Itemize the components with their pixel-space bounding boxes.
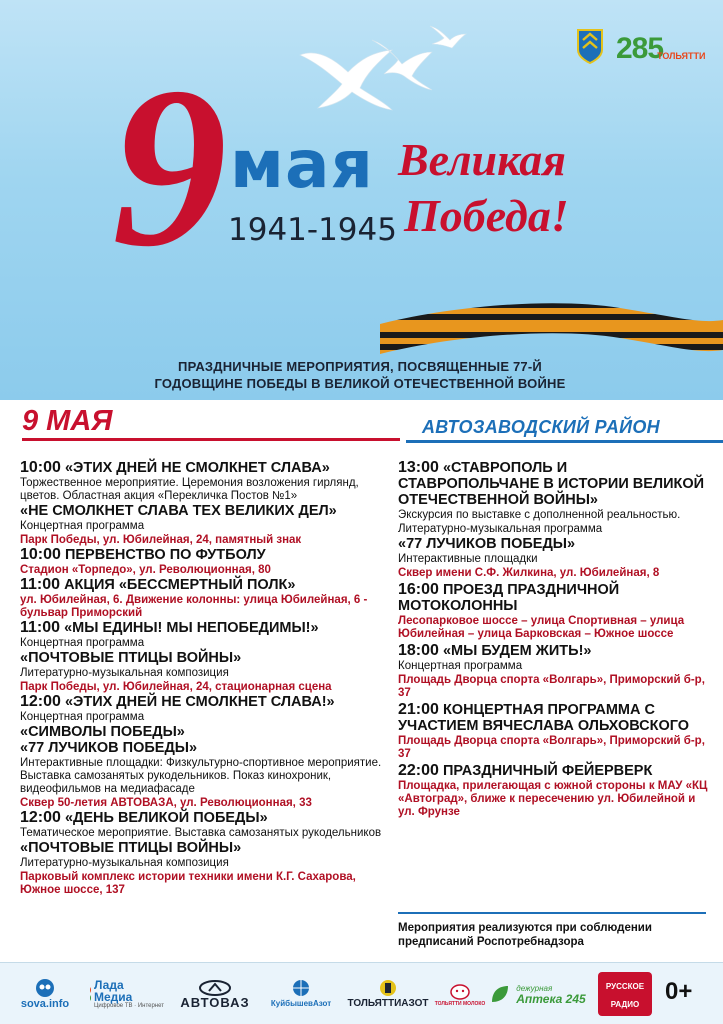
- lada-media-logo: Лада Медиа Цифровое ТВ · Интернет: [88, 971, 164, 1017]
- anniversary-number: 285: [616, 32, 664, 65]
- event-title: «77 ЛУЧИКОВ ПОБЕДЫ»: [398, 536, 576, 552]
- district-name: АВТОЗАВОДСКИЙ РАЙОН: [422, 417, 660, 437]
- cow-icon: [449, 981, 471, 1001]
- event-time: 10:00: [20, 459, 61, 476]
- sponsors-footer: [0, 962, 723, 1024]
- event-item: [398, 523, 710, 580]
- event-description: Концертная программа: [398, 660, 523, 672]
- event-place: Площадь Дворца спорта «Волгарь», Приморский б-р, 37: [398, 674, 705, 699]
- apteka-logo: дежурная Аптека 245: [484, 971, 590, 1017]
- event-item: [20, 810, 394, 840]
- event-place: Парк Победы, ул. Юбилейная, 24, стационарная сцена: [20, 681, 332, 693]
- event-place: Площадь Дворца спорта «Волгарь», Приморский б-р, 37: [398, 735, 705, 760]
- events-left-column: [20, 460, 394, 897]
- event-item: [20, 547, 394, 577]
- moloko-logo: ТОЛЬЯТТИ МОЛОКО: [440, 971, 480, 1017]
- event-item: [20, 694, 394, 724]
- event-item: [20, 460, 394, 503]
- city-emblem-icon: [576, 28, 604, 64]
- event-place: Парковый комплекс истории техники имени К.Г. Сахарова, Южное шоссе, 137: [20, 871, 356, 896]
- event-item: [20, 503, 394, 547]
- note-divider: [398, 912, 706, 914]
- cranes-illustration: [0, 0, 723, 140]
- month-word: мая: [230, 126, 374, 203]
- event-title: «СТАВРОПОЛЬ И СТАВРОПОЛЬЧАНЕ В ИСТОРИИ ВЕЛИКОЙ ОТЕЧЕСТВЕННОЙ ВОЙНЫ»: [398, 460, 705, 508]
- event-place: Лесопарковое шоссе – улица Спортивная – улица Юбилейная – улица Барковская – Южное шоссе: [398, 615, 685, 640]
- russkoe-radio-logo: РУССКОЕ РАДИО: [596, 971, 654, 1017]
- big-number-nine: 9: [112, 39, 227, 294]
- war-years: 1941-1945: [228, 212, 397, 248]
- event-title: «ДЕНЬ ВЕЛИКОЙ ПОБЕДЫ»: [64, 810, 268, 826]
- event-item: [20, 577, 394, 620]
- event-item: [398, 702, 710, 761]
- event-title: «ПОЧТОВЫЕ ПТИЦЫ ВОЙНЫ»: [20, 840, 242, 856]
- event-item: [20, 650, 394, 694]
- slogan: [398, 132, 638, 244]
- poster-subtitle: [80, 358, 640, 392]
- date-bar: [0, 404, 723, 442]
- avtovaz-logo: АВТОВАЗ: [172, 971, 258, 1017]
- anniversary-logo: [616, 30, 706, 66]
- event-description: Концертная программа: [20, 520, 145, 532]
- st-george-ribbon: [380, 296, 723, 358]
- event-description: Интерактивные площадки: Физкультурно-спортивное мероприятие. Выставка самозанятых рукодельников. Показ кинохроник, видеофильмов на медиафасаде: [20, 757, 382, 795]
- event-description: Литературно-музыкальная композиция: [20, 857, 229, 869]
- event-time: 13:00: [398, 459, 439, 476]
- event-description: Литературно-музыкальная программа: [398, 523, 603, 535]
- event-title: АКЦИЯ «БЕССМЕРТНЫЙ ПОЛК»: [64, 577, 296, 593]
- subtitle-line-2: ГОДОВЩИНЕ ПОБЕДЫ В ВЕЛИКОЙ ОТЕЧЕСТВЕННОЙ ВОЙНЕ: [154, 376, 566, 391]
- event-time: 12:00: [20, 809, 61, 826]
- event-time: 12:00: [20, 693, 61, 710]
- event-description: Концертная программа: [20, 711, 145, 723]
- leaf-icon: [488, 982, 512, 1006]
- event-title: «НЕ СМОЛКНЕТ СЛАВА ТЕХ ВЕЛИКИХ ДЕЛ»: [20, 503, 337, 519]
- slogan-line-2: Победа!: [404, 190, 569, 241]
- event-description: Тематическое мероприятие. Выставка самозанятых рукодельников: [20, 827, 382, 839]
- event-item: [398, 460, 710, 522]
- event-title: «МЫ БУДЕМ ЖИТЬ!»: [442, 643, 592, 659]
- event-item: [398, 582, 710, 641]
- event-title: «ЭТИХ ДНЕЙ НЕ СМОЛКНЕТ СЛАВА!»: [64, 694, 335, 710]
- district-underline: [406, 440, 723, 443]
- event-time: 11:00: [20, 619, 61, 636]
- event-item: [20, 740, 394, 810]
- note-text: Мероприятия реализуются при соблюдении предписаний Роспотребнадзора: [398, 922, 652, 948]
- event-place: ул. Юбилейная, 6. Движение колонны: улица Юбилейная, 6 - бульвар Приморский: [20, 594, 368, 619]
- event-item: [20, 620, 394, 650]
- togliattiazot-logo: ТОЛЬЯТТИАЗОТ: [340, 971, 436, 1017]
- subtitle-line-1: ПРАЗДНИЧНЫЕ МЕРОПРИЯТИЯ, ПОСВЯЩЕННЫЕ 77-Й: [178, 359, 542, 374]
- events-right-column: [398, 460, 710, 819]
- anniversary-city: ТОЛЬЯТТИ: [657, 51, 706, 61]
- event-time: 22:00: [398, 762, 439, 779]
- event-time: 10:00: [20, 546, 61, 563]
- event-title: ПРАЗДНИЧНЫЙ ФЕЙЕРВЕРК: [442, 763, 653, 779]
- event-title: «СИМВОЛЫ ПОБЕДЫ»: [20, 724, 185, 740]
- event-description: Торжественное мероприятие. Церемония возложения гирлянд, цветов. Областная акция «Перекличка Постов №1»: [20, 477, 359, 502]
- event-title: «77 ЛУЧИКОВ ПОБЕДЫ»: [20, 740, 198, 756]
- event-description: Концертная программа: [20, 637, 145, 649]
- sanitary-note: [398, 912, 710, 949]
- event-place: Сквер 50-летия АВТОВАЗА, ул. Революционная, 33: [20, 797, 312, 809]
- event-title: КОНЦЕРТНАЯ ПРОГРАММА С УЧАСТИЕМ ВЯЧЕСЛАВА ОЛЬХОВСКОГО: [398, 702, 690, 734]
- event-place: Парк Победы, ул. Юбилейная, 24, памятный знак: [20, 534, 302, 546]
- event-title: ПЕРВЕНСТВО ПО ФУТБОЛУ: [64, 547, 266, 563]
- sova-logo: sova.info: [14, 971, 76, 1017]
- event-description: Литературно-музыкальная композиция: [20, 667, 229, 679]
- event-time: 21:00: [398, 701, 439, 718]
- event-place: Сквер имени С.Ф. Жилкина, ул. Юбилейная, 8: [398, 567, 660, 579]
- kuibyshevazot-logo: КуйбышевАзот: [264, 971, 338, 1017]
- event-time: 11:00: [20, 576, 61, 593]
- event-item: [20, 724, 394, 740]
- event-time: 18:00: [398, 642, 439, 659]
- age-rating: 0+: [665, 978, 693, 1005]
- event-date: 9 МАЯ: [22, 405, 113, 437]
- event-place: Площадка, прилегающая с южной стороны к МАУ «КЦ «Автоград», ближе к пересечению ул. Юбилейной и ул. Фрунзе: [398, 780, 708, 818]
- event-title: «ПОЧТОВЫЕ ПТИЦЫ ВОЙНЫ»: [20, 650, 242, 666]
- slogan-line-1: Великая: [398, 134, 567, 185]
- event-place: Стадион «Торпедо», ул. Революционная, 80: [20, 564, 271, 576]
- event-title: «ЭТИХ ДНЕЙ НЕ СМОЛКНЕТ СЛАВА»: [64, 460, 330, 476]
- globe-icon: [291, 978, 311, 998]
- event-title: ПРОЕЗД ПРАЗДНИЧНОЙ МОТОКОЛОННЫ: [398, 582, 620, 614]
- plant-icon: [378, 978, 398, 998]
- owl-icon: [35, 978, 55, 998]
- event-item: [398, 643, 710, 700]
- date-underline: [22, 438, 400, 441]
- event-title: «МЫ ЕДИНЫ! МЫ НЕПОБЕДИМЫ!»: [64, 620, 319, 636]
- event-description-extra: Интерактивные площадки: [398, 553, 538, 565]
- event-item: [20, 840, 394, 897]
- lada-media-icon: [88, 983, 91, 1005]
- event-item: [398, 763, 710, 819]
- poster-header: [0, 0, 723, 400]
- event-time: 16:00: [398, 581, 439, 598]
- event-description: Экскурсия по выставке с дополненной реальностью.: [398, 509, 681, 521]
